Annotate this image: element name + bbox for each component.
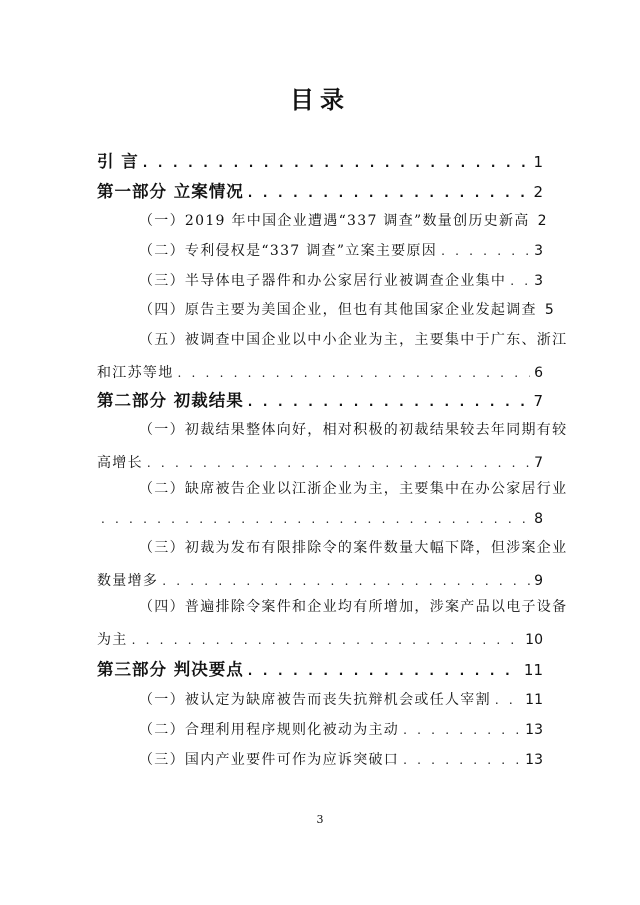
toc-entry-3-1[interactable] [97, 689, 543, 709]
toc-entry-part3[interactable] [97, 656, 543, 680]
page-footer-number: 3 [316, 813, 324, 826]
toc-entry-2-2[interactable] [97, 478, 568, 527]
toc-entry-text: （四）原告主要为美国企业，但也有其他国家企业发起调查 [139, 302, 537, 318]
toc-entry-2-1[interactable] [97, 419, 568, 472]
toc-entry-text-line1: （四）普遍排除令案件和企业均有所增加，涉案产品以电子设备 [139, 599, 568, 615]
toc-entry-2-3[interactable] [97, 537, 568, 590]
toc-entry-text: （二）合理利用程序规则化被动为主动 [139, 722, 400, 738]
toc-entry-1-2[interactable] [97, 240, 543, 260]
toc-page-number: 11 [523, 661, 543, 679]
toc-leader-dots [143, 156, 530, 170]
toc-page-number: 3 [534, 243, 543, 259]
toc-page-number: 9 [534, 573, 543, 589]
toc-entry-3-3[interactable] [97, 749, 543, 769]
toc-entry-text-line2: 数量增多 [97, 573, 159, 589]
toc-entry-text: 第二部分 初裁结果 [97, 391, 244, 410]
toc-page-number: 13 [525, 752, 543, 768]
toc-entry-text: 第三部分 判决要点 [97, 660, 244, 679]
toc-entry-text: （一）被认定为缺席被告而丧失抗辩机会或任人宰割 [139, 692, 491, 708]
toc-leader-dots [101, 512, 530, 526]
toc-leader-dots [248, 186, 530, 200]
toc-entry-text-line1: （五）被调查中国企业以中小企业为主，主要集中于广东、浙江 [139, 332, 568, 348]
toc-leader-dots [248, 664, 520, 678]
toc-entry-1-3[interactable] [97, 270, 543, 290]
toc-entry-text: （三）半导体电子器件和办公家居行业被调查企业集中 [139, 273, 507, 289]
toc-page-number: 10 [525, 632, 543, 648]
toc-entry-1-4[interactable] [97, 299, 554, 319]
toc-page-number: 7 [534, 455, 543, 471]
toc-leader-dots [441, 244, 530, 258]
toc-leader-dots [162, 574, 530, 588]
toc-entry-text-line2: 为主 [97, 632, 128, 648]
toc-page-number: 5 [544, 302, 554, 318]
toc-leader-dots [403, 753, 521, 767]
toc-page-number: 7 [533, 392, 543, 410]
toc-page-number: 13 [525, 722, 543, 738]
toc-leader-dots [495, 693, 521, 707]
toc-entry-text-line2: 和江苏等地 [97, 365, 174, 381]
toc-entry-text-line1: （二）缺席被告企业以江浙企业为主，主要集中在办公家居行业 [139, 481, 568, 497]
toc-entry-text: （三）国内产业要件可作为应诉突破口 [139, 752, 400, 768]
toc-entry-text: （二）专利侵权是“337 调查”立案主要原因 [139, 243, 438, 259]
page-title: 目录 [290, 86, 350, 114]
toc-entry-text: 引 言 [97, 152, 139, 171]
toc-page-number: 1 [533, 153, 543, 171]
toc-leader-dots [147, 456, 530, 470]
toc-entry-text: （一）2019 年中国企业遭遇“337 调查”数量创历史新高 [139, 213, 530, 229]
toc-leader-dots [132, 633, 522, 647]
toc-leader-dots [510, 274, 530, 288]
toc-entry-text-line2: 高增长 [97, 455, 143, 471]
toc-entry-text-line1: （一）初裁结果整体向好，相对积极的初裁结果较去年同期有较 [139, 422, 568, 438]
toc-entry-text: 第一部分 立案情况 [97, 182, 244, 201]
toc-entry-3-2[interactable] [97, 719, 543, 739]
toc-page-number: 3 [534, 273, 543, 289]
toc-page-number: 11 [525, 692, 543, 708]
toc-entry-part2[interactable] [97, 387, 543, 411]
toc-entry-2-4[interactable] [97, 596, 568, 649]
toc-page-number: 2 [533, 183, 543, 201]
toc-leader-dots [178, 366, 531, 380]
toc-leader-dots [248, 395, 530, 409]
toc-entry-intro[interactable] [97, 148, 543, 172]
toc-leader-dots [403, 723, 521, 737]
toc-page-number: 8 [534, 511, 543, 527]
toc-page-number: 2 [537, 213, 547, 229]
toc-page-number: 6 [534, 365, 543, 381]
toc-entry-1-1[interactable] [97, 210, 547, 230]
toc-entry-1-5[interactable] [97, 329, 568, 382]
toc-entry-text-line1: （三）初裁为发布有限排除令的案件数量大幅下降，但涉案企业 [139, 540, 568, 556]
toc-entry-part1[interactable] [97, 178, 543, 202]
